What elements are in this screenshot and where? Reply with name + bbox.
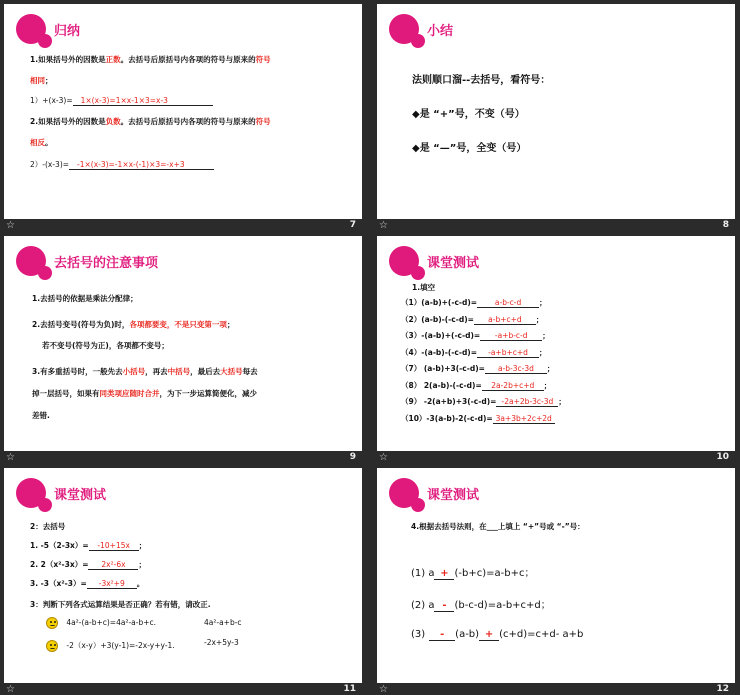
decor-circles-icon [16, 246, 54, 280]
answer-blank: -a+b-c-d [480, 331, 542, 341]
sign-item-1: (1) a + (-b+c)=a-b+c； [411, 568, 535, 579]
mnemonic: 法则顺口溜--去括号，看符号： [412, 75, 551, 86]
punctuation: ； [138, 560, 146, 569]
answer-blank: -10+15x [89, 541, 139, 551]
sign-item-3: (3) - (a-b) + (c+d)=c+d- a+b [411, 629, 584, 640]
list-item [401, 347, 547, 358]
note-1: 1.去括号的依据是乘法分配律； [32, 294, 138, 303]
question-text: （8） 2(a-b)-(-c-d)= [401, 380, 482, 390]
slide-footer [4, 451, 362, 464]
decor-circles-icon [389, 478, 427, 512]
decor-circles-icon [389, 14, 427, 48]
question-text: 2. 2（x²-3x）= [30, 560, 89, 569]
punctuation: ； [138, 541, 147, 550]
slide-number: 8 [722, 220, 729, 230]
list-item [401, 380, 551, 391]
slide-number: 12 [716, 684, 729, 694]
question-text: （10）-3(a-b)-2(-c-d)= [401, 413, 493, 423]
question-text: （9） -2(a+b)+3(-c-d)= [401, 397, 497, 406]
judge-item-1: 4a²-(a-b+c)=4a²-a-b+c. [46, 617, 156, 629]
punctuation: ； [539, 347, 547, 357]
decor-circles-icon [16, 14, 54, 48]
slide-9[interactable] [4, 236, 362, 464]
list-item [401, 297, 547, 308]
slide-8[interactable] [377, 4, 735, 232]
sign-item-2: (2) a - (b-c-d)=a-b+c+d； [411, 600, 551, 611]
rule-2: 2.如果括号外的因数是负数。去括号后原括号内各项的符号与原来的符号 [30, 117, 271, 126]
punctuation: ； [535, 314, 544, 324]
rule-minus: ◆是 “—”号，全变（号） [412, 143, 527, 154]
question-text: （2）(a-b)-(-c-d)= [401, 314, 474, 324]
slide-10[interactable] [377, 236, 735, 464]
answer-blank: -2a+2b-3c-3d [496, 397, 558, 407]
question-text: （1）(a-b)+(-c-d)= [401, 298, 478, 307]
list-item [401, 330, 550, 341]
example-2: 2）-(x-3)= -1×(x-3)=-1×x-(-1)×3=-x+3 [30, 159, 214, 170]
star-icon[interactable]: ☆ [379, 220, 388, 231]
note-3-end: 差错. [32, 411, 50, 420]
answer-blank: 3a+3b+2c+2d [493, 414, 555, 424]
question-text: 3. -3（x²-3）= [30, 579, 87, 588]
exercise-heading: 1.填空 [412, 283, 436, 292]
rule-2-end: 相反。 [30, 138, 53, 147]
slide-number: 9 [349, 452, 356, 462]
rule-plus: ◆是 “+”号，不变（号） [412, 109, 525, 120]
slide-12[interactable] [377, 468, 735, 695]
question-text: （4）-(a-b)-(-c-d)= [401, 347, 478, 357]
slide-number: 7 [349, 220, 356, 230]
slide-number: 11 [343, 684, 356, 694]
exercise-heading: 2：去括号 [30, 522, 66, 531]
answer-blank: a-b-c-d [477, 298, 539, 308]
list-item [401, 413, 555, 424]
answer-blank: -3x²+9 [87, 579, 137, 589]
list-item [30, 540, 146, 551]
punctuation: ； [543, 380, 552, 390]
star-icon[interactable]: ☆ [6, 220, 15, 231]
punctuation: ； [542, 331, 550, 340]
sad-face-icon [46, 640, 58, 652]
slide-footer [377, 683, 735, 695]
judge-item-2: -2（x-y）+3(y-1)=-2x-y+y-1. [46, 640, 175, 652]
slide-title: 去括号的注意事项 [54, 256, 159, 271]
judge-answer-1: 4a²-a+b-c [204, 618, 242, 627]
punctuation: 。 [136, 579, 145, 588]
list-item [30, 578, 144, 589]
note-2: 2.去括号变号(符号为负)时，各项都要变，不是只变第一项； [32, 320, 235, 329]
sad-face-icon [46, 617, 58, 629]
slide-title: 课堂测试 [54, 488, 107, 503]
list-item [30, 559, 146, 570]
decor-circles-icon [389, 246, 427, 280]
answer-blank: a-b-3c-3d [485, 364, 547, 374]
judge-answer-2: -2x+5y-3 [204, 638, 239, 647]
exercise-heading: 4.根据去括号法则，在___上填上 “+”号或 “-”号： [411, 522, 585, 531]
answer-blank: 2x²-6x [88, 560, 138, 570]
answer-blank: 2a-2b+c+d [482, 381, 544, 391]
punctuation: ； [539, 298, 547, 307]
slide-footer [377, 219, 735, 232]
list-item [401, 363, 554, 374]
note-3-cont: 掉一层括号，如果有同类项应随时合并，为下一步运算简便化，减少 [32, 389, 257, 398]
slide-title: 课堂测试 [427, 488, 480, 503]
slide-7[interactable] [4, 4, 362, 232]
rule-1: 1.如果括号外的因数是正数。去括号后原括号内各项的符号与原来的符号 [30, 55, 271, 64]
question-text: 1. -5（2-3x）= [30, 541, 89, 550]
slide-footer [4, 683, 362, 695]
slide-number: 10 [716, 452, 729, 462]
note-2-cont: 若不变号(符号为正)，各项都不变号； [42, 341, 169, 350]
answer-blank: -a+b+c+d [477, 348, 539, 358]
rule-1-end: 相同； [30, 76, 53, 85]
slide-title: 课堂测试 [427, 256, 480, 271]
slide-title: 小结 [427, 24, 454, 39]
punctuation: ； [546, 364, 555, 373]
star-icon[interactable]: ☆ [6, 684, 15, 695]
answer-blank: a-b+c+d [474, 315, 536, 325]
punctuation: ； [558, 397, 566, 406]
question-text: （7） (a-b)+3(-c-d)= [401, 364, 485, 373]
note-3: 3.有多重括号时，一般先去小括号，再去中括号，最后去大括号每去 [32, 367, 258, 376]
slide-footer [377, 451, 735, 464]
example-1: 1）+(x-3)= 1×(x-3)=1×x-1×3=x-3 [30, 95, 213, 106]
slide-title: 归纳 [54, 24, 81, 39]
star-icon[interactable]: ☆ [379, 452, 388, 463]
list-item [401, 396, 566, 407]
judge-heading: 3：判断下列各式运算结果是否正确？若有错，请改正. [30, 600, 211, 609]
star-icon[interactable]: ☆ [379, 684, 388, 695]
decor-circles-icon [16, 478, 54, 512]
slide-footer [4, 219, 362, 232]
slide-11[interactable] [4, 468, 362, 695]
star-icon[interactable]: ☆ [6, 452, 15, 463]
list-item [401, 314, 543, 325]
question-text: （3）-(a-b)+(-c-d)= [401, 331, 481, 340]
